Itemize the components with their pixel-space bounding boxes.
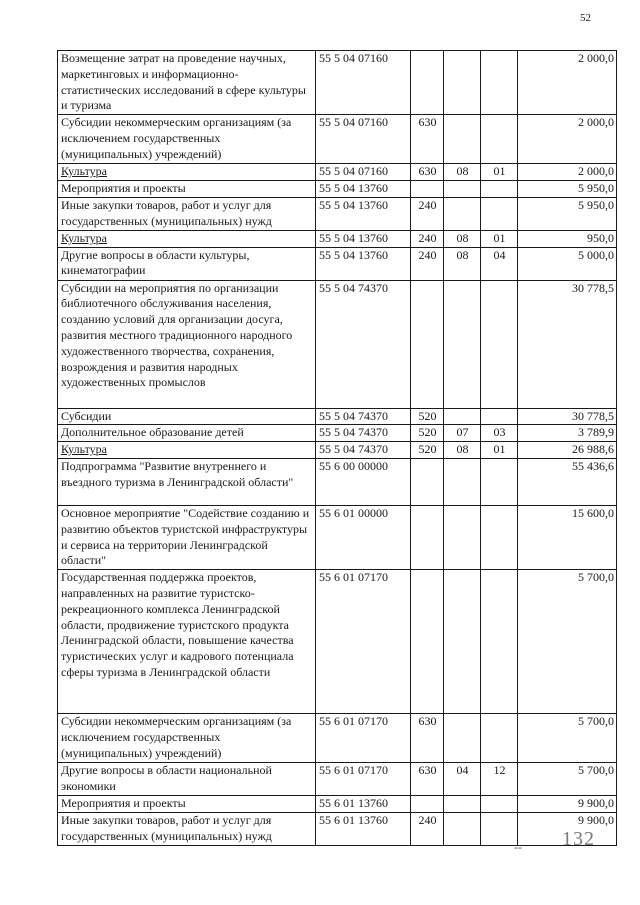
row-pr	[481, 505, 518, 569]
row-vr	[411, 458, 444, 505]
row-rz	[444, 280, 481, 408]
row-pr	[481, 458, 518, 505]
row-vr	[411, 505, 444, 569]
row-sum: 950,0	[518, 230, 617, 247]
row-rz: 07	[444, 425, 481, 442]
row-name: Мероприятия и проекты	[58, 796, 316, 813]
row-sum: 9 900,0	[518, 812, 617, 845]
row-sum: 2 000,0	[518, 51, 617, 115]
table-row	[58, 442, 617, 459]
row-code: 55 5 04 07160	[316, 115, 411, 164]
table-row	[58, 425, 617, 442]
row-name: Субсидии на мероприятия по организации библиотечного обслуживания населения, созданию условий для организации досуга, развития местного традиционного народного художественного творчества, сохранения, возрождения и развития народных художественных промыслов	[58, 280, 316, 408]
table-row	[58, 164, 617, 181]
row-code: 55 6 01 07170	[316, 714, 411, 763]
row-code: 55 6 00 00000	[316, 458, 411, 505]
row-pr: 12	[481, 763, 518, 796]
row-code: 55 6 01 07170	[316, 763, 411, 796]
row-code: 55 5 04 13760	[316, 247, 411, 280]
table-row	[58, 505, 617, 569]
row-sum: 5 950,0	[518, 197, 617, 230]
row-code: 55 5 04 74370	[316, 442, 411, 459]
row-rz: 08	[444, 230, 481, 247]
row-code: 55 5 04 74370	[316, 408, 411, 425]
row-code: 55 5 04 13760	[316, 230, 411, 247]
row-pr	[481, 51, 518, 115]
table-row	[58, 247, 617, 280]
row-rz	[444, 714, 481, 763]
row-code: 55 5 04 13760	[316, 197, 411, 230]
row-vr: 240	[411, 230, 444, 247]
row-sum: 15 600,0	[518, 505, 617, 569]
row-vr	[411, 570, 444, 714]
row-name: Культура	[58, 164, 316, 181]
row-sum: 5 000,0	[518, 247, 617, 280]
row-name: Иные закупки товаров, работ и услуг для государственных (муниципальных) нужд	[58, 812, 316, 845]
row-code: 55 6 01 13760	[316, 812, 411, 845]
footer-dash-mark: --	[514, 840, 522, 854]
row-rz	[444, 505, 481, 569]
row-rz: 08	[444, 442, 481, 459]
budget-table-body	[58, 51, 617, 846]
row-pr	[481, 796, 518, 813]
row-name: Культура	[58, 230, 316, 247]
budget-table	[57, 50, 617, 846]
row-rz	[444, 570, 481, 714]
row-rz	[444, 408, 481, 425]
row-pr	[481, 197, 518, 230]
row-sum: 2 000,0	[518, 164, 617, 181]
row-pr: 01	[481, 230, 518, 247]
row-vr: 630	[411, 164, 444, 181]
row-rz	[444, 180, 481, 197]
row-pr: 01	[481, 442, 518, 459]
table-row	[58, 230, 617, 247]
row-name: Иные закупки товаров, работ и услуг для государственных (муниципальных) нужд	[58, 197, 316, 230]
table-row	[58, 796, 617, 813]
row-sum: 5 700,0	[518, 570, 617, 714]
table-row	[58, 714, 617, 763]
row-pr: 04	[481, 247, 518, 280]
table-row	[58, 812, 617, 845]
row-name: Основное мероприятие "Содействие созданию и развитию объектов туристской инфраструктуры и сервиса на территории Ленинградской области"	[58, 505, 316, 569]
row-name: Подпрограмма "Развитие внутреннего и въездного туризма в Ленинградской области"	[58, 458, 316, 505]
table-row	[58, 180, 617, 197]
row-rz	[444, 812, 481, 845]
row-code: 55 5 04 07160	[316, 51, 411, 115]
row-rz: 08	[444, 164, 481, 181]
row-sum: 55 436,6	[518, 458, 617, 505]
row-vr: 240	[411, 247, 444, 280]
row-code: 55 6 01 07170	[316, 570, 411, 714]
row-rz: 04	[444, 763, 481, 796]
row-vr: 520	[411, 442, 444, 459]
row-pr	[481, 714, 518, 763]
row-name: Другие вопросы в области культуры, кинематографии	[58, 247, 316, 280]
table-row	[58, 51, 617, 115]
row-code: 55 6 01 13760	[316, 796, 411, 813]
page-number: 52	[580, 12, 591, 24]
row-pr: 01	[481, 164, 518, 181]
table-row	[58, 197, 617, 230]
row-code: 55 5 04 74370	[316, 425, 411, 442]
row-rz	[444, 796, 481, 813]
row-code: 55 6 01 00000	[316, 505, 411, 569]
row-sum: 30 778,5	[518, 408, 617, 425]
page-stamp: 132	[562, 828, 595, 850]
table-row	[58, 115, 617, 164]
row-pr	[481, 180, 518, 197]
row-name: Другие вопросы в области национальной экономики	[58, 763, 316, 796]
row-pr	[481, 115, 518, 164]
row-pr	[481, 280, 518, 408]
row-sum: 3 789,9	[518, 425, 617, 442]
table-row	[58, 570, 617, 714]
row-name: Субсидии некоммерческим организациям (за исключением государственных (муниципальных) учреждений)	[58, 714, 316, 763]
row-code: 55 5 04 74370	[316, 280, 411, 408]
row-sum: 2 000,0	[518, 115, 617, 164]
row-sum: 5 700,0	[518, 714, 617, 763]
row-vr: 630	[411, 714, 444, 763]
row-sum: 5 950,0	[518, 180, 617, 197]
row-vr: 630	[411, 115, 444, 164]
row-pr	[481, 408, 518, 425]
row-sum: 5 700,0	[518, 763, 617, 796]
row-vr	[411, 796, 444, 813]
row-vr	[411, 280, 444, 408]
row-code: 55 5 04 13760	[316, 180, 411, 197]
row-sum: 26 988,6	[518, 442, 617, 459]
row-sum: 9 900,0	[518, 796, 617, 813]
row-rz	[444, 115, 481, 164]
row-vr: 240	[411, 197, 444, 230]
row-vr	[411, 180, 444, 197]
row-name: Субсидии некоммерческим организациям (за исключением государственных (муниципальных) учреждений)	[58, 115, 316, 164]
row-vr: 240	[411, 812, 444, 845]
row-code: 55 5 04 07160	[316, 164, 411, 181]
row-rz	[444, 197, 481, 230]
row-vr: 630	[411, 763, 444, 796]
row-vr	[411, 51, 444, 115]
row-vr: 520	[411, 408, 444, 425]
row-rz	[444, 51, 481, 115]
row-sum: 30 778,5	[518, 280, 617, 408]
row-name: Возмещение затрат на проведение научных, маркетинговых и информационно-статистических исследований в сфере культуры и туризма	[58, 51, 316, 115]
row-name: Культура	[58, 442, 316, 459]
table-row	[58, 458, 617, 505]
row-name: Мероприятия и проекты	[58, 180, 316, 197]
row-rz: 08	[444, 247, 481, 280]
row-name: Дополнительное образование детей	[58, 425, 316, 442]
row-vr: 520	[411, 425, 444, 442]
row-pr	[481, 570, 518, 714]
row-rz	[444, 458, 481, 505]
table-row	[58, 408, 617, 425]
row-name: Государственная поддержка проектов, направленных на развитие туристско-рекреационного комплекса Ленинградской области, продвижение туристского продукта Ленинградской области, повышение качества туристических услуг и кадрового потенциала сферы туризма в Ленинградской области	[58, 570, 316, 714]
row-pr	[481, 812, 518, 845]
row-name: Субсидии	[58, 408, 316, 425]
table-row	[58, 280, 617, 408]
table-row	[58, 763, 617, 796]
row-pr: 03	[481, 425, 518, 442]
